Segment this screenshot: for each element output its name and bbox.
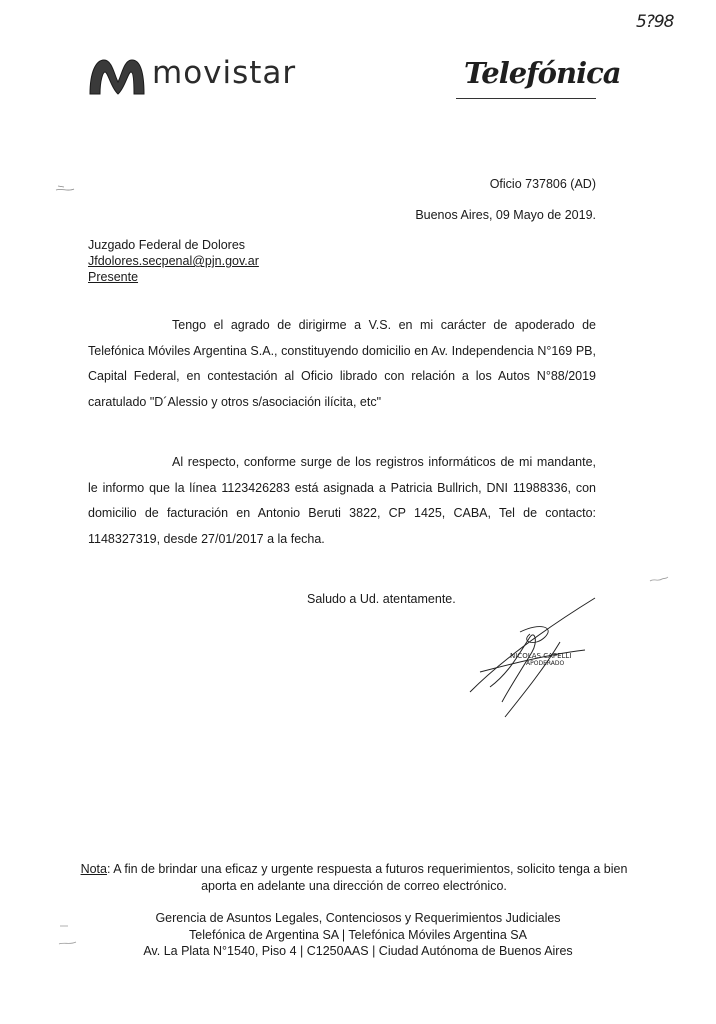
paragraph-1-text: Tengo el agrado de dirigirme a V.S. en mi carácter de apoderado de Telefónica Móviles Argentina S.A., constituyendo domicilio en Av. Independencia N°169 PB, Capital Federal, en contestación al Oficio librado con relación a los Autos N°88/2019 caratulado "D´Alessio y otros s/asociación ilícita, etc"	[88, 318, 596, 409]
letter-date: Buenos Aires, 09 Mayo de 2019.	[415, 208, 596, 222]
telefonica-logo: Telefónica	[464, 56, 621, 90]
handwritten-page-number: 5?98	[636, 12, 674, 32]
margin-mark-icon	[56, 920, 82, 950]
margin-mark-icon	[648, 574, 670, 584]
nota-text: : A fin de brindar una eficaz y urgente respuesta a futuros requerimientos, solicito tenga a bien aporta en adelante una dirección de correo electrónico.	[106, 862, 628, 893]
telefonica-underline	[456, 98, 596, 99]
signature-role: APODERADO	[526, 660, 565, 667]
signature-stamp-icon	[460, 592, 610, 722]
footer-line-1: Gerencia de Asuntos Legales, Contenciosos y Requerimientos Judiciales	[155, 911, 561, 925]
recipient-presente: Presente	[88, 270, 139, 284]
footer-line-2: Telefónica de Argentina SA | Telefónica Móviles Argentina SA	[189, 927, 527, 942]
body-paragraph-2	[88, 450, 596, 552]
body-paragraph-1	[88, 313, 596, 415]
nota-block	[80, 861, 628, 895]
oficio-number: Oficio 737806 (AD)	[489, 177, 596, 191]
recipient-court: Juzgado Federal de Dolores	[88, 238, 246, 252]
margin-mark-icon	[54, 180, 84, 194]
footer-block	[80, 910, 636, 960]
recipient-email: Jfdolores.secpenal@pjn.gov.ar	[88, 254, 259, 268]
nota-label: Nota	[80, 862, 107, 876]
footer-line-3: Av. La Plata N°1540, Piso 4 | C1250AAS | Ciudad Autónoma de Buenos Aires	[143, 944, 573, 958]
closing-salutation: Saludo a Ud. atentamente.	[307, 592, 456, 606]
paragraph-2-text: Al respecto, conforme surge de los registros informáticos de mi mandante, le informo que la línea 1123426283 está asignada a Patricia Bullrich, DNI 11988336, con domicilio de facturación en Antonio Beruti 3822, CP 1425, CABA, Tel de contacto: 1148327319, desde 27/01/2017 a la fecha.	[88, 455, 596, 546]
signature-name: NICOLAS CAPELLI	[510, 652, 572, 660]
movistar-wordmark: movistar	[152, 55, 297, 91]
